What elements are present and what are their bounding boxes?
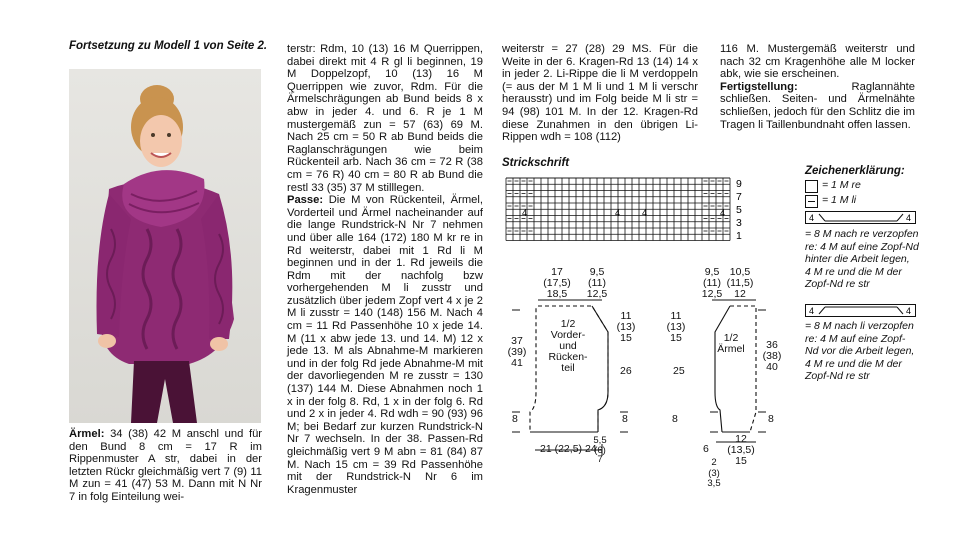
sleeve-total-height-3: 40	[766, 361, 778, 373]
front-total-height-1: 37	[511, 335, 523, 347]
text-column-2	[287, 43, 483, 496]
front-bottom-width: 21 (22,5) 24	[540, 443, 597, 455]
legend-right-cable-text	[805, 228, 919, 291]
front-slit-height-3: 7	[597, 454, 603, 465]
sleeve-side-height: 25	[673, 365, 685, 377]
legend-title: Zeichenerklärung:	[805, 165, 905, 177]
front-slit-height-1: 5,5	[593, 435, 607, 446]
fertigstellung-text: Raglannähte schließen. Seiten- und Ärmelnähte schließen, jedoch für den Schlitz die im Tragen li Taillenbundnaht offen lassen.	[720, 80, 915, 131]
front-top-width-1: 17	[551, 266, 563, 278]
front-side-height: 26	[620, 365, 632, 377]
kragen-text: weiterstr = 27 (28) 29 MS. Für die Weite in der 6. Kragen-Rd 13 (14) 14 x in jeder 2. Li-Rippe die li M verdoppeln (= aus der M 1 M li und 1 M li verschr herausstr) und im Folg beide M li str = 94 (98) 101 M. In der 12. Kragen-Rd diese Zunahmen in den übrigen Li-Rippen wdh = 108 (112)	[502, 43, 698, 144]
front-raglan-width-1: 9,5	[589, 266, 605, 278]
kragen-end-text: 116 M. Mustergemäß weiterstr und nach 32 cm Kragenhöhe alle M locker abk, wie sie erscheinen.	[720, 43, 915, 81]
sleeve-top-right-1: 10,5	[729, 266, 751, 278]
legend-knit-text: = 1 M re	[822, 179, 861, 191]
front-slit-height-2: (6)	[594, 444, 606, 456]
row-number-1: 1	[736, 230, 742, 242]
model-photo	[69, 69, 261, 423]
sleeve-raglan-height-2: (13)	[666, 321, 686, 333]
legend-left-cable-text	[805, 320, 914, 383]
legend-right-cable-line-4: 4 M re und die M der	[805, 265, 902, 278]
sleeve-piece-label	[714, 333, 748, 355]
sleeve-cuff-increase	[704, 458, 724, 490]
cable-label-end: 4	[720, 208, 726, 218]
front-total-height-2: (39)	[507, 346, 527, 358]
section-label-aermel: Ärmel:	[69, 428, 105, 440]
sleeve-raglan-height	[664, 311, 688, 344]
sleeve-top-left	[698, 267, 726, 300]
legend-left-cable-line-4: 4 M re und die M der	[805, 357, 902, 370]
front-slit-height	[591, 436, 609, 465]
cable-label-mid-a: 4	[615, 208, 621, 218]
chart-title: Strickschrift	[502, 157, 570, 169]
legend-right-cable-line-3: hinter die Arbeit legen,	[805, 253, 910, 265]
front-raglan-width-2: (11)	[588, 277, 606, 289]
aermel-text: 34 (38) 42 M anschl und für den Bund 8 cm = 17 R im Rippenmuster A str, dabei in der letzten Rückr gleichmäßig vert 7 (9) 11 M zun = 41 (47) 53 M. Dann mit N Nr 7 in folg Einteilung wei-	[69, 428, 263, 503]
legend-left-cable-num-b: 4	[906, 306, 912, 316]
sleeve-top-left-1: 9,5	[704, 266, 720, 278]
knitting-chart	[502, 174, 792, 249]
page-heading: Fortsetzung zu Modell 1 von Seite 2.	[69, 40, 268, 52]
front-top-width	[540, 267, 574, 300]
legend-purl-text: = 1 M li	[822, 194, 857, 206]
sweater-illustration	[69, 69, 261, 423]
section-label-passe: Passe:	[287, 194, 324, 207]
legend-knit-symbol	[805, 180, 818, 193]
front-total-height-3: 41	[511, 357, 523, 369]
front-raglan-width-3: 12,5	[586, 288, 608, 300]
sleeve-top-left-2: (11)	[703, 277, 721, 289]
cable-label-left: 4	[522, 208, 528, 218]
legend-right-cable-line-5: Zopf-Nd re str	[805, 278, 870, 290]
sleeve-raglan-height-3: 15	[670, 332, 682, 344]
row-number-7: 7	[736, 191, 742, 203]
front-rib-height-right: 8	[622, 413, 628, 425]
section-label-fertigstellung: Fertigstellung:	[720, 80, 798, 93]
legend-right-cable-num-a: 4	[809, 213, 815, 223]
sleeve-total-height	[760, 340, 784, 373]
front-piece-label-4: Rücken-	[548, 351, 588, 363]
text-column-4	[720, 43, 915, 131]
front-piece-label-1: 1/2	[560, 318, 576, 330]
sleeve-rib-height-right: 8	[768, 413, 774, 425]
front-piece-label-3: und	[559, 340, 577, 352]
front-raglan-width	[580, 267, 614, 300]
legend-right-cable-line-2: re: 4 M auf eine Zopf-Nd	[805, 240, 919, 253]
front-raglan-height	[614, 311, 638, 344]
front-top-width-3: 18,5	[546, 288, 568, 300]
legend-right-cable-num-b: 4	[906, 213, 912, 223]
front-piece-label	[544, 319, 592, 374]
legend-left-cable-line-3: Nd vor die Arbeit legen,	[805, 345, 915, 357]
legend-left-cable-line-1: = 8 M nach li verzopfen	[805, 320, 914, 332]
sleeve-total-height-1: 36	[766, 339, 778, 351]
legend-right-cable-symbol	[805, 211, 917, 225]
sleeve-cuff-width-2: (13,5)	[727, 444, 755, 456]
text-column-1	[69, 428, 262, 504]
legend-left-cable-num-a: 4	[809, 306, 815, 316]
sleeve-piece-label-2: Ärmel	[717, 343, 745, 355]
front-raglan-height-3: 15	[620, 332, 632, 344]
sleeve-cuff-width-1: 12	[735, 433, 747, 445]
cable-label-mid-b: 4	[642, 208, 648, 218]
legend-left-cable-line-2: re: 4 M auf eine Zopf-	[805, 332, 906, 345]
front-raglan-height-2: (13)	[616, 321, 636, 333]
sleeve-top-left-3: 12,5	[701, 288, 723, 300]
sleeve-top-right-2: (11,5)	[726, 277, 754, 289]
front-top-width-2: (17,5)	[543, 277, 571, 289]
text-column-3	[502, 43, 698, 144]
front-piece-label-5: teil	[561, 362, 575, 374]
front-raglan-height-1: 11	[620, 310, 632, 322]
aermel-continued-text: terstr: Rdm, 10 (13) 16 M Querrippen, dabei direkt mit 4 R gl li beginnen, 19 M Doppelzopf, 10 (13) 16 M Querrippen wie zuvor, Rdm. Für die Ärmelschrägungen ab Bund beids 8 x abw in jeder 4. und 6. R je 1 M mustergemäß zun = 57 (63) 69 M. Nach 25 cm = 50 R ab Bund beids die Raglanschrägungen wie beim Rückenteil arb. Nach 36 cm = 72 R (38 cm = 76 R) 40 cm = 80 R ab Bund die restl 33 (35) 37 M stilllegen.	[287, 43, 483, 194]
front-piece-label-2: Vorder-	[550, 329, 586, 341]
row-number-5: 5	[736, 204, 742, 216]
sleeve-total-height-2: (38)	[762, 350, 782, 362]
passe-text: Die M von Rückenteil, Ärmel, Vorderteil und Ärmel nacheinander auf die lange Rundstrick-N Nr 7 nehmen und über alle 164 (172) 180 M kr re in Rd weiterstr, dabei mit 1 Rd li M beginnen und in der 1. Rd jeweils die Rdm mit der nachfolg bzw vorhergehenden M li zusstr und zusätzlich über jedem Zopf vert 4 x je 2 M li zusstr = 140 (148) 156 M. Nach 4 cm = 11 Rd Passenhöhe 10 x jede 14. M (11 x abw jede 13. und 14. M) 12 x jede 13. M als Abnahme-M markieren und in der folg Rd jede Abnahme-M mit der davorliegenden M re zusstr = 130 (137) 144 M. Diese Abnahmen noch 1 x in der folg 8. Rd, 1 x in der folg 6. Rd und 2 x in jeder 4. Rd wdh = 90 (93) 96 M; bei Bedarf zur kurzen Rundstrick-N Nr 7 wechseln. In der 38. Passen-Rd gleichmäßig vert 9 M abn = 81 (84) 87 M. Nach 15 cm = 39 Rd Passenhöhe mit der Rundstrick-N Nr 6 im Kragenmuster	[287, 194, 483, 496]
sleeve-cuff-increase-3: 3,5	[707, 478, 721, 489]
legend-left-cable-symbol	[805, 304, 917, 318]
sleeve-top-right-3: 12	[734, 288, 746, 300]
sleeve-rib-height-left: 8	[672, 413, 678, 425]
row-number-9: 9	[736, 178, 742, 190]
sleeve-top-right	[724, 267, 756, 300]
sleeve-cuff-width	[724, 434, 758, 467]
sleeve-raglan-height-1: 11	[670, 310, 682, 322]
sleeve-cuff-left: 6	[703, 443, 709, 455]
legend-left-cable-line-5: Zopf-Nd re str	[805, 370, 870, 382]
legend-right-cable-line-1: = 8 M nach re verzopfen	[805, 228, 919, 240]
front-rib-height-left: 8	[512, 413, 518, 425]
sleeve-cuff-increase-2: (3)	[708, 467, 720, 479]
legend-purl-symbol	[805, 195, 818, 208]
sleeve-piece-label-1: 1/2	[723, 332, 739, 344]
sleeve-cuff-width-3: 15	[735, 455, 747, 467]
sleeve-cuff-increase-1: 2	[711, 457, 717, 468]
front-total-height	[505, 336, 529, 369]
row-number-3: 3	[736, 217, 742, 229]
